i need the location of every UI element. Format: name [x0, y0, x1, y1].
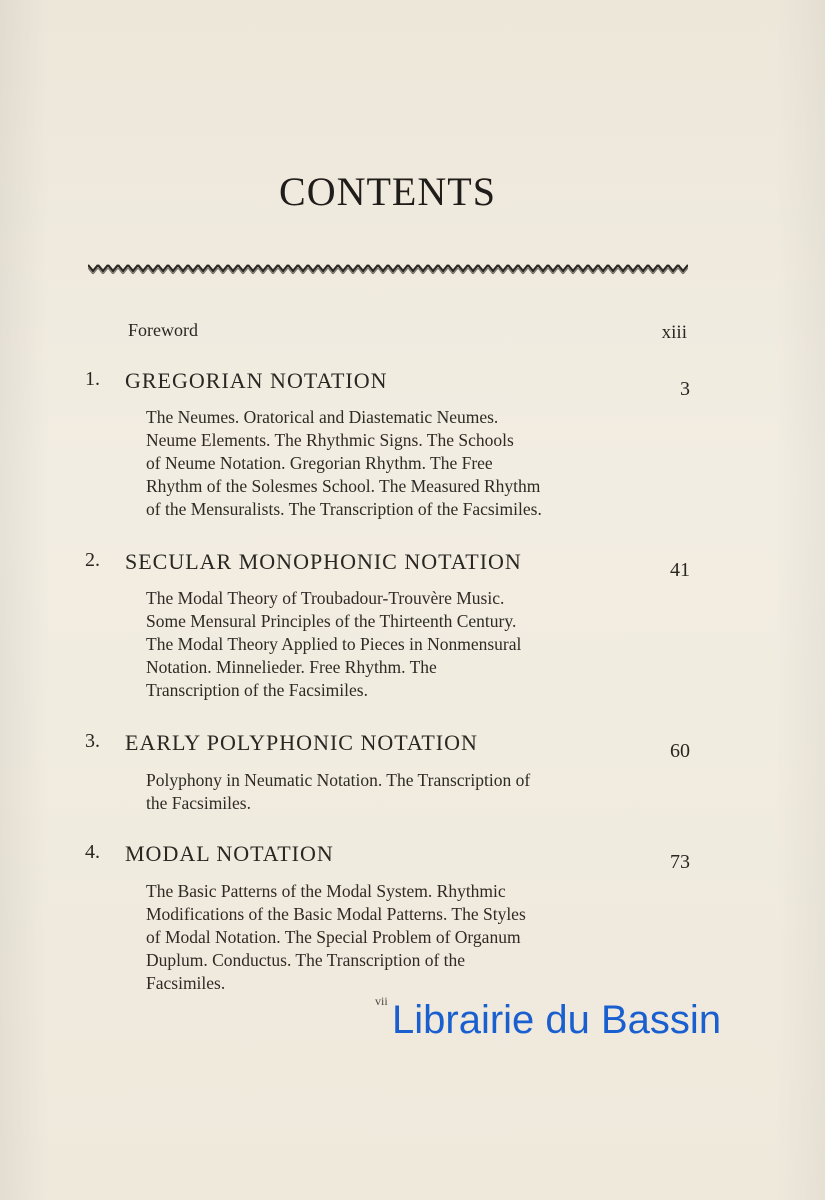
page-folio: vii — [375, 994, 388, 1008]
chapter-number: 3. — [85, 730, 100, 752]
description-line: Duplum. Conductus. The Transcription of the — [146, 950, 466, 970]
description-line: the Facsimiles. — [146, 793, 251, 813]
chapter-page-number: 3 — [680, 378, 690, 400]
chapter-title: EARLY POLYPHONIC NOTATION — [125, 730, 478, 755]
description-line: Modifications of the Basic Modal Patterns. The Styles — [146, 904, 526, 924]
description-line: The Modal Theory of Troubadour-Trouvère Music. — [146, 588, 505, 608]
seller-watermark: Librairie du Bassin — [392, 998, 722, 1042]
page-title: CONTENTS — [279, 169, 496, 214]
chapter-page-number: 60 — [670, 740, 690, 762]
chapter-description-4 — [146, 880, 666, 995]
description-line: Notation. Minnelieder. Free Rhythm. The — [146, 657, 437, 677]
foreword-label: Foreword — [128, 320, 198, 340]
description-line: The Modal Theory Applied to Pieces in Nonmensural — [146, 634, 522, 654]
chapter-title: SECULAR MONOPHONIC NOTATION — [125, 549, 522, 574]
description-line: of Modal Notation. The Special Problem of Organum — [146, 927, 521, 947]
chapter-description-1 — [146, 406, 666, 521]
description-line: Transcription of the Facsimiles. — [146, 680, 368, 700]
chapter-number: 1. — [85, 368, 100, 390]
chapter-heading-4 — [85, 841, 690, 871]
chapter-heading-2 — [85, 549, 690, 579]
chapter-heading-1 — [85, 368, 690, 398]
foreword-page-number: xiii — [661, 322, 687, 343]
description-line: Polyphony in Neumatic Notation. The Transcription of — [146, 770, 531, 790]
chapter-title: GREGORIAN NOTATION — [125, 368, 388, 393]
description-line: The Basic Patterns of the Modal System. Rhythmic — [146, 881, 506, 901]
chapter-heading-3 — [85, 730, 690, 760]
description-line: Some Mensural Principles of the Thirteenth Century. — [146, 611, 517, 631]
description-line: Rhythm of the Solesmes School. The Measured Rhythm — [146, 476, 541, 496]
description-line: of the Mensuralists. The Transcription of the Facsimiles. — [146, 499, 542, 519]
chapter-number: 4. — [85, 841, 100, 863]
decorative-rule — [88, 262, 688, 274]
chapter-page-number: 73 — [670, 851, 690, 873]
description-line: of Neume Notation. Gregorian Rhythm. The Free — [146, 453, 493, 473]
description-line: The Neumes. Oratorical and Diastematic Neumes. — [146, 407, 499, 427]
chapter-number: 2. — [85, 549, 100, 571]
description-line: Facsimiles. — [146, 973, 226, 993]
chapter-description-3 — [146, 769, 666, 815]
chapter-title: MODAL NOTATION — [125, 841, 334, 866]
chapter-page-number: 41 — [670, 559, 690, 581]
description-line: Neume Elements. The Rhythmic Signs. The Schools — [146, 430, 514, 450]
chapter-description-2 — [146, 587, 666, 702]
